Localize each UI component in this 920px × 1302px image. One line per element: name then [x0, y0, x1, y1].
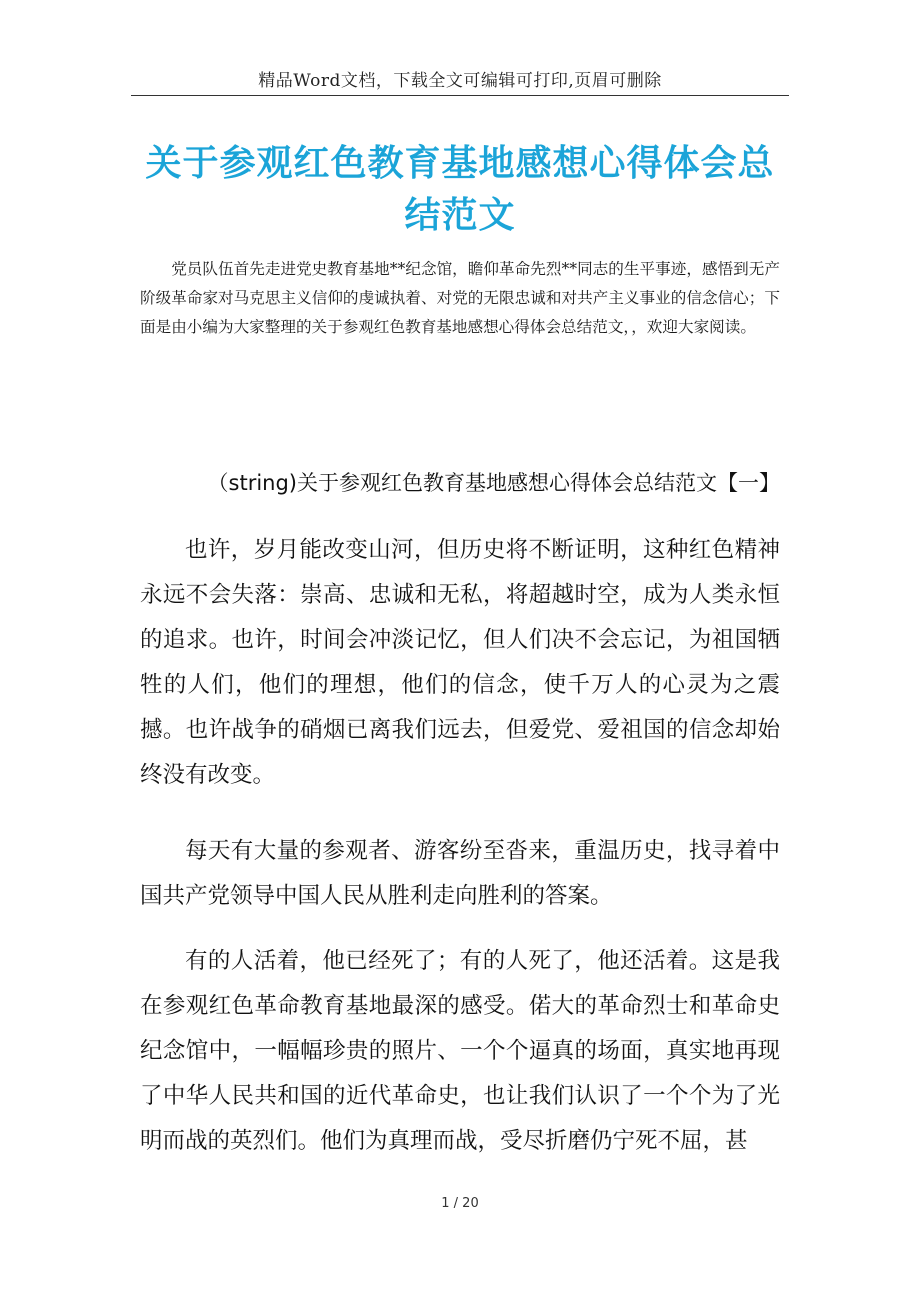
page-number: 1 / 20 — [441, 1196, 479, 1211]
body-paragraph: 每天有大量的参观者、游客纷至沓来，重温历史，找寻着中国共产党领导中国人民从胜利走向胜利的答案。 — [140, 838, 780, 909]
body-paragraph: 有的人活着，他已经死了；有的人死了，他还活着。这是我在参观红色革命教育基地最深的感受。偌大的革命烈士和革命史纪念馆中，一幅幅珍贵的照片、一个个逼真的场面，真实地再现了中华人民共和国的近代革命史，也让我们认识了一个个为了光明而战的英烈们。他们为真理而战，受尽折磨仍宁死不屈，甚 — [140, 948, 780, 1154]
header-divider — [131, 95, 789, 96]
page-header-text: 精品Word文档，下载全文可编辑可打印,页眉可删除 — [258, 71, 662, 91]
document-title-line-2: 结范文 — [404, 195, 516, 236]
section-heading: （string)关于参观红色教育基地感想心得体会总结范文【一】 — [207, 471, 780, 495]
intro-paragraph: 党员队伍首先走进党史教育基地**纪念馆，瞻仰革命先烈**同志的生平事迹，感悟到无产阶级革命家对马克思主义信仰的虔诚执着、对党的无限忠诚和对共产主义事业的信念信心；下面是由小编为大家整理的关于参观红色教育基地感想心得体会总结范文，，欢迎大家阅读。 — [140, 260, 780, 336]
body-paragraph: 也许，岁月能改变山河，但历史将不断证明，这种红色精神永远不会失落：崇高、忠诚和无私，将超越时空，成为人类永恒的追求。也许，时间会冲淡记忆，但人们决不会忘记，为祖国牺牲的人们，他们的理想，他们的信念，使千万人的心灵为之震撼。也许战争的硝烟已离我们远去，但爱党、爱祖国的信念却始终没有改变。 — [140, 537, 780, 788]
document-title — [140, 138, 780, 242]
document-title-line-1: 关于参观红色教育基地感想心得体会总 — [145, 143, 775, 184]
